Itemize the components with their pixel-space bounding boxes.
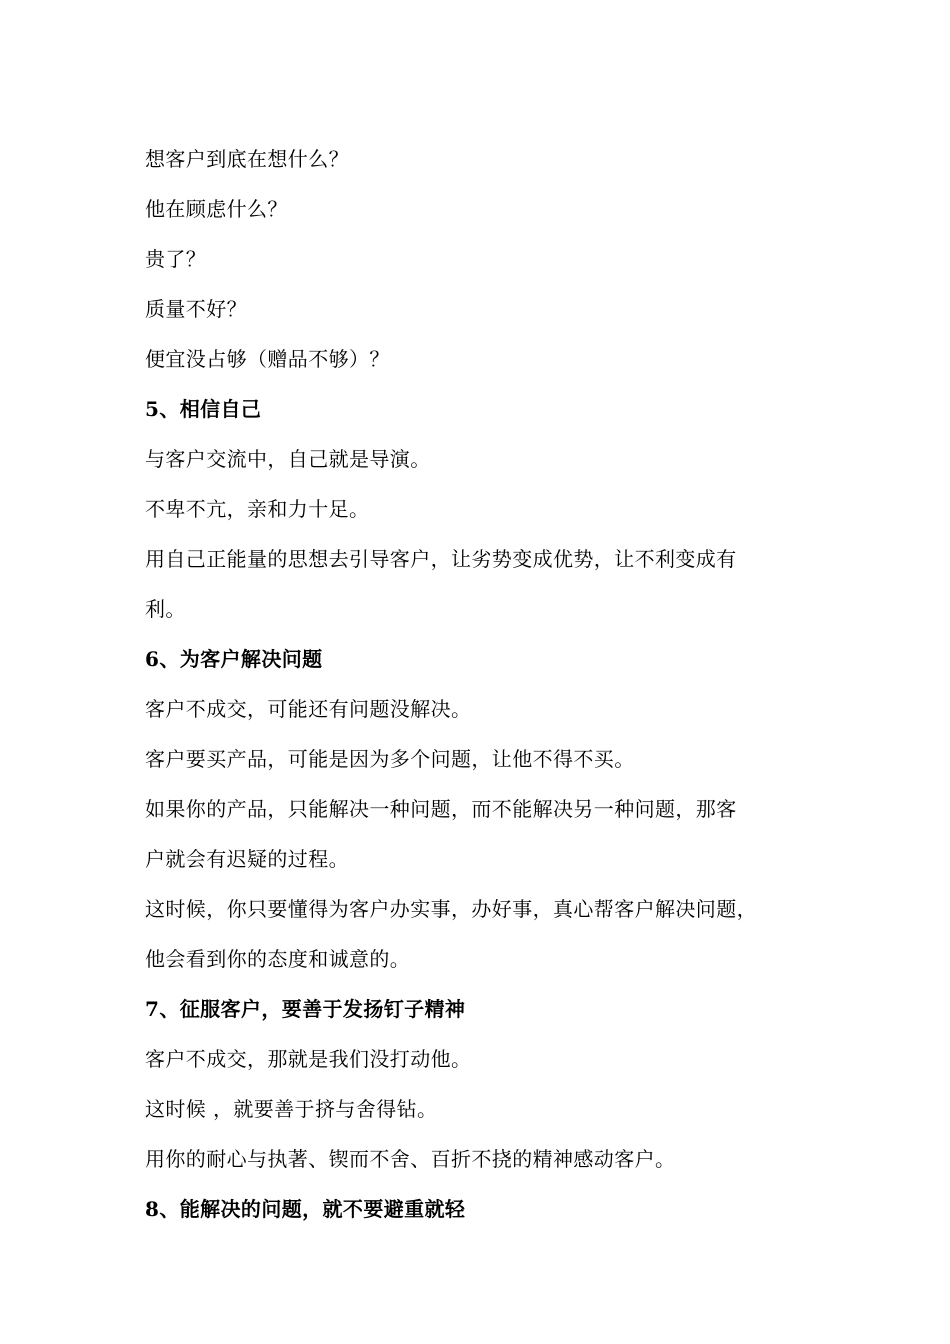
paragraph-line: 客户要买产品，可能是因为多个问题，让他不得不买。 [145, 747, 635, 771]
section-heading-6: 6、为客户解决问题 [145, 647, 323, 671]
paragraph-line: 客户不成交，那就是我们没打动他。 [145, 1047, 472, 1071]
paragraph-line: 客户不成交，可能还有问题没解决。 [145, 697, 472, 721]
paragraph-line: 想客户到底在想什么？ [145, 147, 349, 171]
paragraph-line: 贵了？ [145, 247, 207, 271]
section-heading-7: 7、征服客户，要善于发扬钉子精神 [145, 997, 466, 1021]
paragraph-line: 他在顾虑什么？ [145, 197, 288, 221]
document-body [145, 134, 825, 1234]
paragraph-line: 用你的耐心与执著、锲而不舍、百折不挠的精神感动客户。 [145, 1147, 676, 1171]
paragraph-line: 这时候 ，就要善于挤与舍得钻。 [145, 1097, 438, 1121]
paragraph-line: 与客户交流中，自己就是导演。 [145, 447, 431, 471]
paragraph-line: 如果你的产品，只能解决一种问题，而不能解决另一种问题，那客 [145, 797, 737, 821]
paragraph-line: 用自己正能量的思想去引导客户，让劣势变成优势，让不利变成有 [145, 547, 737, 571]
paragraph-line: 利。 [145, 597, 186, 621]
paragraph-line: 户就会有迟疑的过程。 [145, 847, 349, 871]
paragraph-line: 质量不好？ [145, 297, 247, 321]
paragraph-line: 便宜没占够（赠品不够）？ [145, 347, 390, 371]
section-heading-8: 8、能解决的问题，就不要避重就轻 [145, 1197, 466, 1221]
paragraph-line: 不卑不亢，亲和力十足。 [145, 497, 370, 521]
section-heading-5: 5、相信自己 [145, 397, 262, 421]
paragraph-line: 他会看到你的态度和诚意的。 [145, 947, 411, 971]
paragraph-line: 这时候，你只要懂得为客户办实事，办好事，真心帮客户解决问题， [145, 897, 757, 921]
